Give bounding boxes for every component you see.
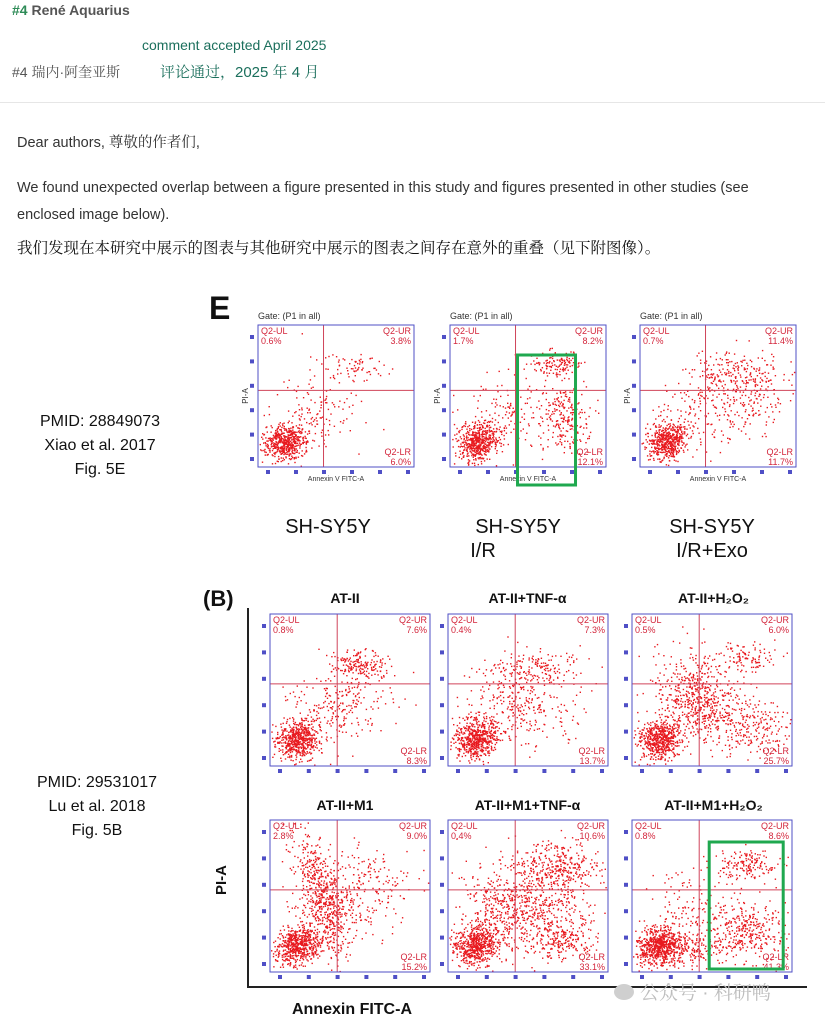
quadrant-label-ur: Q2-UR [574, 326, 603, 336]
outer-y-axis-line [247, 608, 249, 986]
scatter-plot [238, 311, 418, 499]
axis-tick [760, 470, 764, 474]
axis-tick [632, 433, 636, 437]
axis-tick [632, 408, 636, 412]
axis-tick [294, 470, 298, 474]
wechat-icon [614, 984, 634, 1000]
axis-tick [514, 975, 518, 979]
axis-tick [755, 769, 759, 773]
axis-tick [624, 677, 628, 681]
scatter-dots [634, 626, 792, 766]
top-panel-letter: E [209, 290, 231, 326]
axis-tick [440, 730, 444, 734]
axis-tick [442, 359, 446, 363]
scatter-plot [618, 606, 796, 778]
quadrant-label-lr: Q2-LR [578, 952, 605, 962]
axis-tick [393, 975, 397, 979]
quadrant-label-ur: Q2-UR [398, 615, 427, 625]
comment-author-cn: #4 瑞内·阿奎亚斯 [12, 64, 121, 80]
scatter-plot [620, 311, 800, 499]
axis-tick [406, 470, 410, 474]
axis-tick [262, 883, 266, 887]
scatter-dots [449, 830, 607, 972]
axis-tick [456, 769, 460, 773]
axis-tick [732, 470, 736, 474]
axis-tick [266, 470, 270, 474]
quadrant-value-ur: 7.3% [584, 625, 605, 635]
axis-tick [250, 457, 254, 461]
axis-tick [624, 730, 628, 734]
axis-tick [784, 975, 788, 979]
quadrant-value-lr: 12.1% [577, 457, 603, 467]
panel-title: AT-II [330, 590, 360, 606]
panel-title: AT-II+M1+TNF-α [474, 797, 581, 813]
quadrant-value-ul: 0.8% [635, 831, 656, 841]
greeting: Dear authors, 尊敬的作者们, [17, 135, 200, 151]
axis-tick [442, 457, 446, 461]
scatter-plot [256, 606, 434, 778]
axis-tick [485, 975, 489, 979]
quadrant-value-ul: 0.4% [451, 831, 472, 841]
axis-tick [262, 830, 266, 834]
scatter-plot [430, 311, 610, 499]
axis-tick [458, 470, 462, 474]
flow-plot-xiao-3 [620, 311, 800, 499]
axis-tick [514, 769, 518, 773]
axis-tick [262, 856, 266, 860]
axis-tick [784, 769, 788, 773]
axis-tick [624, 909, 628, 913]
bottom-figref: Fig. 5B [71, 822, 123, 839]
quadrant-label-ul: Q2-UL [273, 821, 300, 831]
quadrant-value-ul: 0.8% [273, 625, 294, 635]
axis-tick [378, 470, 382, 474]
scatter-plot [618, 812, 796, 984]
axis-tick [307, 975, 311, 979]
axis-tick [350, 470, 354, 474]
quadrant-value-ur: 8.2% [582, 336, 603, 346]
quadrant-label-lr: Q2-LR [762, 746, 789, 756]
flow-plot-lu-5 [434, 812, 612, 984]
panel-title: AT-II+H₂O₂ [678, 590, 749, 606]
flow-plot-lu-6 [618, 812, 796, 984]
quadrant-label-lr: Q2-LR [578, 746, 605, 756]
panel-title: AT-II+TNF-α [488, 590, 567, 606]
axis-tick [364, 975, 368, 979]
quadrant-label-ul: Q2-UL [635, 615, 662, 625]
axis-tick [570, 470, 574, 474]
paragraph-cn: 我们发现在本研究中展示的图表与其他研究中展示的图表之间存在意外的重叠（见下附图像）。 [17, 240, 661, 257]
quadrant-value-lr: 15.2% [401, 962, 427, 972]
quadrant-value-ul: 2.8% [273, 831, 294, 841]
axis-tick [278, 975, 282, 979]
quadrant-value-ur: 9.0% [406, 831, 427, 841]
quadrant-label-ur: Q2-UR [398, 821, 427, 831]
axis-tick [440, 962, 444, 966]
quadrant-value-lr: 6.0% [390, 457, 411, 467]
axis-tick [440, 856, 444, 860]
axis-tick [250, 408, 254, 412]
bottom-panel-letter: (B) [203, 586, 234, 611]
axis-tick [624, 756, 628, 760]
axis-tick [788, 470, 792, 474]
quadrant-value-lr: 13.7% [579, 756, 605, 766]
axis-tick [600, 975, 604, 979]
axis-tick [486, 470, 490, 474]
axis-tick [262, 624, 266, 628]
axis-tick [422, 769, 426, 773]
gate-label: Gate: (P1 in all) [258, 311, 321, 321]
axis-tick [364, 769, 368, 773]
scatter-plot [434, 812, 612, 984]
bottom-citation: Lu et al. 2018 [48, 798, 146, 815]
axis-tick [442, 433, 446, 437]
axis-tick [542, 975, 546, 979]
axis-tick [422, 975, 426, 979]
gate-label: Gate: (P1 in all) [450, 311, 513, 321]
quadrant-value-lr: 25.7% [763, 756, 789, 766]
axis-tick [262, 650, 266, 654]
quadrant-value-ur: 10.6% [579, 831, 605, 841]
axis-tick [336, 769, 340, 773]
top-citation: Xiao et al. 2017 [44, 437, 156, 454]
axis-tick [571, 975, 575, 979]
axis-tick [262, 909, 266, 913]
watermark-text: 公众号 · 科研鸭 [640, 983, 771, 1004]
top-figref: Fig. 5E [74, 461, 126, 478]
axis-tick [440, 624, 444, 628]
quadrant-value-ul: 0.7% [643, 336, 664, 346]
axis-tick [624, 650, 628, 654]
quadrant-label-ul: Q2-UL [451, 615, 478, 625]
quadrant-value-ur: 7.6% [406, 625, 427, 635]
cell-label: SH-SY5Y [285, 516, 371, 538]
top-pmid-block [20, 410, 180, 482]
flow-plot-lu-2 [434, 606, 612, 778]
comment-status-cn: 评论通过，2025 年 4 月 [160, 64, 320, 81]
axis-tick [278, 769, 282, 773]
axis-tick [440, 830, 444, 834]
quadrant-value-ur: 3.8% [390, 336, 411, 346]
axis-tick [632, 384, 636, 388]
axis-tick [250, 433, 254, 437]
quadrant-label-ur: Q2-UR [382, 326, 411, 336]
comment-number: #4 [12, 2, 28, 18]
axis-tick [676, 470, 680, 474]
quadrant-label-ur: Q2-UR [760, 821, 789, 831]
axis-tick [442, 335, 446, 339]
axis-tick [698, 769, 702, 773]
cell-label: SH-SY5Y [475, 516, 561, 538]
quadrant-label-ul: Q2-UL [643, 326, 670, 336]
quadrant-value-lr: 33.1% [579, 962, 605, 972]
axis-tick [571, 769, 575, 773]
plot-border [258, 325, 414, 467]
quadrant-label-lr: Q2-LR [400, 952, 427, 962]
bottom-pmid-block [17, 771, 177, 843]
quadrant-value-ul: 1.7% [453, 336, 474, 346]
axis-tick [250, 384, 254, 388]
axis-tick [440, 909, 444, 913]
comment-author[interactable]: René Aquarius [31, 2, 130, 18]
flow-plot-lu-4 [256, 812, 434, 984]
gate-label: Gate: (P1 in all) [640, 311, 703, 321]
axis-tick [262, 936, 266, 940]
quadrant-label-ur: Q2-UR [576, 821, 605, 831]
axis-tick [442, 408, 446, 412]
axis-tick [632, 457, 636, 461]
x-axis-label: Annexin V FITC-A [499, 476, 557, 483]
outer-x-axis-label: Annexin FITC-A [292, 1001, 412, 1018]
axis-tick [632, 359, 636, 363]
outer-y-axis-label: PI-A [213, 865, 230, 895]
scatter-plot [434, 606, 612, 778]
condition-label: I/R [470, 540, 496, 562]
axis-tick [624, 624, 628, 628]
cell-label: SH-SY5Y [669, 516, 755, 538]
axis-tick [440, 703, 444, 707]
quadrant-value-ul: 0.5% [635, 625, 656, 635]
axis-tick [624, 830, 628, 834]
quadrant-label-lr: Q2-LR [762, 952, 789, 962]
axis-tick [600, 769, 604, 773]
axis-tick [440, 756, 444, 760]
quadrant-label-ur: Q2-UR [576, 615, 605, 625]
axis-tick [250, 359, 254, 363]
quadrant-label-ur: Q2-UR [760, 615, 789, 625]
axis-tick [322, 470, 326, 474]
axis-tick [704, 470, 708, 474]
axis-tick [250, 335, 254, 339]
quadrant-label-lr: Q2-LR [400, 746, 427, 756]
axis-tick [624, 856, 628, 860]
comment-header [12, 2, 130, 18]
axis-tick [598, 470, 602, 474]
quadrant-label-ul: Q2-UL [261, 326, 288, 336]
quadrant-label-lr: Q2-LR [384, 447, 411, 457]
highlight-box [518, 355, 576, 485]
quadrant-label-lr: Q2-LR [576, 447, 603, 457]
flow-plot-lu-1 [256, 606, 434, 778]
scatter-plot [256, 812, 434, 984]
axis-tick [726, 769, 730, 773]
watermark [614, 978, 771, 1005]
axis-tick [442, 384, 446, 388]
axis-tick [542, 470, 546, 474]
axis-tick [624, 936, 628, 940]
quadrant-label-ul: Q2-UL [451, 821, 478, 831]
quadrant-label-lr: Q2-LR [766, 447, 793, 457]
panel-title: AT-II+M1+H₂O₂ [664, 797, 763, 813]
divider [0, 102, 825, 103]
quadrant-value-ul: 0.4% [451, 625, 472, 635]
axis-tick [440, 677, 444, 681]
condition-label: I/R+Exo [676, 540, 748, 562]
quadrant-value-lr: 8.3% [406, 756, 427, 766]
paragraph-en: We found unexpected overlap between a figure presented in this study and figures presented in other studies (see enclosed image below). [17, 180, 749, 223]
quadrant-label-ul: Q2-UL [453, 326, 480, 336]
comment-status: comment accepted April 2025 [142, 37, 327, 53]
scatter-dots [271, 822, 429, 972]
axis-tick [393, 769, 397, 773]
quadrant-value-lr: 11.7% [768, 457, 793, 467]
axis-tick [640, 769, 644, 773]
y-axis-label: PI-A [241, 388, 250, 404]
quadrant-label-ul: Q2-UL [635, 821, 662, 831]
quadrant-value-ul: 0.6% [261, 336, 282, 346]
quadrant-value-ur: 6.0% [768, 625, 789, 635]
axis-tick [624, 883, 628, 887]
axis-tick [669, 769, 673, 773]
axis-tick [542, 769, 546, 773]
axis-tick [262, 730, 266, 734]
axis-tick [456, 975, 460, 979]
quadrant-value-ur: 8.6% [768, 831, 789, 841]
axis-tick [307, 769, 311, 773]
scatter-dots [260, 333, 394, 467]
y-axis-label: PI-A [433, 388, 442, 404]
axis-tick [262, 703, 266, 707]
axis-tick [440, 936, 444, 940]
quadrant-label-ur: Q2-UR [764, 326, 793, 336]
flow-plot-lu-3 [618, 606, 796, 778]
bottom-pmid: PMID: 29531017 [36, 774, 158, 791]
top-pmid: PMID: 28849073 [39, 413, 161, 430]
axis-tick [624, 703, 628, 707]
axis-tick [440, 883, 444, 887]
axis-tick [624, 962, 628, 966]
flow-plot-xiao-2 [430, 311, 610, 499]
axis-tick [262, 756, 266, 760]
scatter-dots [271, 648, 416, 766]
y-axis-label: PI-A [623, 388, 632, 404]
quadrant-label-ul: Q2-UL [273, 615, 300, 625]
quadrant-value-lr: 41.3% [763, 962, 789, 972]
axis-tick [648, 470, 652, 474]
axis-tick [262, 962, 266, 966]
axis-tick [485, 769, 489, 773]
axis-tick [262, 677, 266, 681]
axis-tick [336, 975, 340, 979]
flow-plot-xiao-1 [238, 311, 418, 499]
panel-title: AT-II+M1 [316, 797, 374, 813]
axis-tick [632, 335, 636, 339]
x-axis-label: Annexin V FITC-A [307, 476, 365, 483]
quadrant-value-ur: 11.4% [768, 336, 793, 346]
x-axis-label: Annexin V FITC-A [689, 476, 747, 483]
axis-tick [440, 650, 444, 654]
